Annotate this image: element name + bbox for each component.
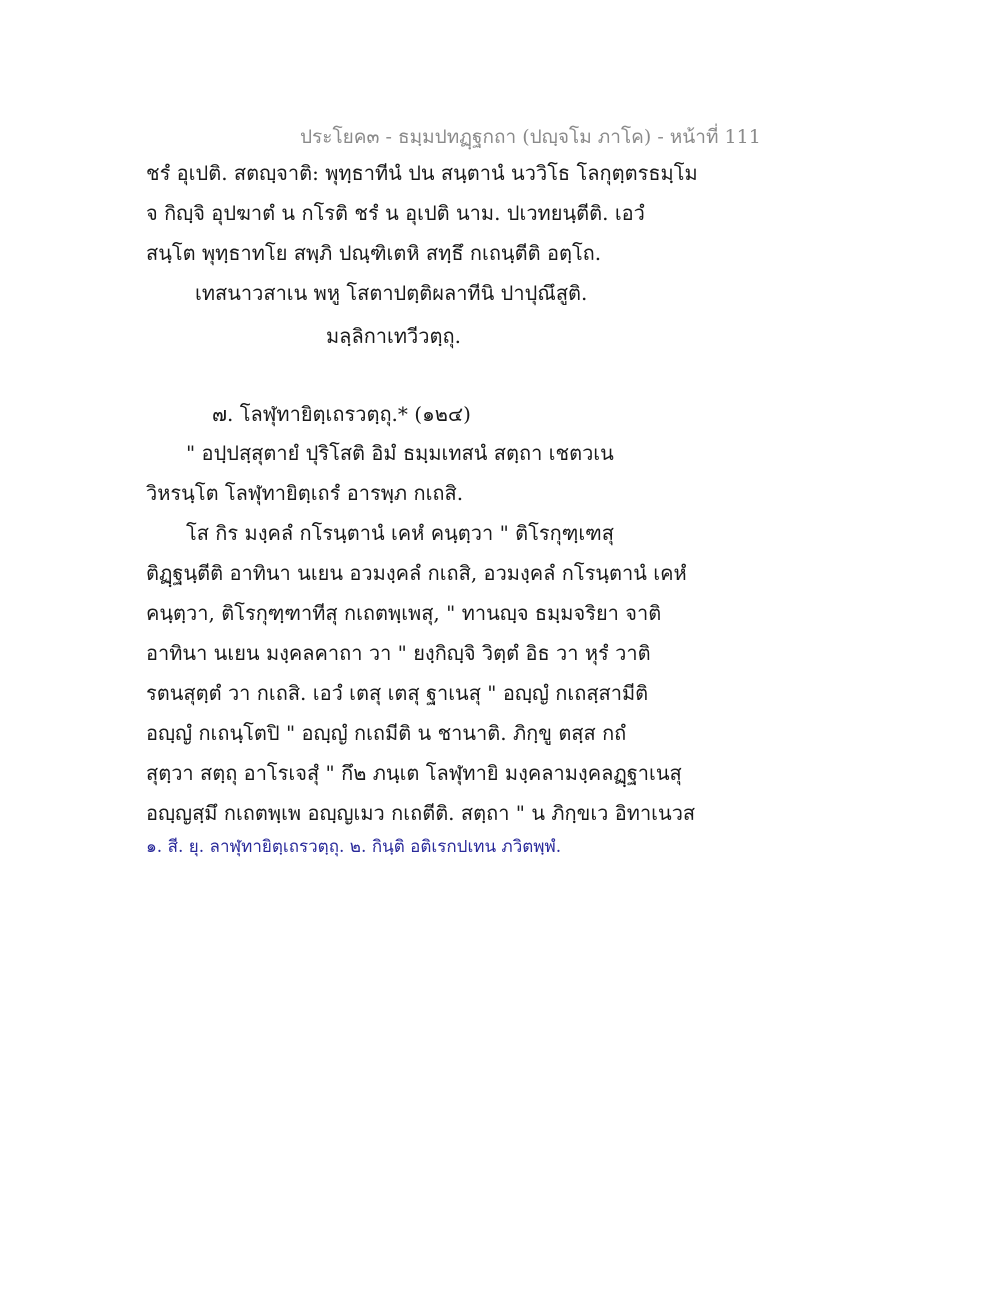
text-line: รตนสุตฺตํ วา กเถสิ. เอวํ เตสุ เตสุ ฐาเนสุ " อญฺญํ กเถสฺสามีติ	[146, 681, 649, 705]
text-line: จ กิญฺจิ อุปฆาตํ น กโรติ ชรํ น อุเปติ นาม. ปเวทยนฺตีติ. เอวํ	[146, 201, 645, 225]
text-line: สนฺโต พุทฺธาทโย สพฺภิ ปณฺฑิเตหิ สทฺธึ กเถนฺตีติ อตฺโถ.	[146, 241, 602, 265]
text-line: อญฺญํ กเถนฺโตปิ " อญฺญํ กเถมีติ น ชานาติ. ภิกฺขู ตสฺส กถํ	[146, 721, 627, 745]
text-line: สุตฺวา สตฺถุ อาโรเจสุํ " กึ๒ ภนฺเต โลฬุทายิ มงฺคลามงฺคลฏฺฐาเนสุ	[146, 761, 682, 785]
text-line-indented: โส กิร มงฺคลํ กโรนฺตานํ เคหํ คนฺตฺวา " ติโรกุฑฺเฑสุ	[186, 521, 614, 545]
text-line: วิหรนฺโต โลฬุทายิตฺเถรํ อารพฺภ กเถสิ.	[146, 481, 464, 505]
text-line: อาทินา นเยน มงฺคลคาถา วา " ยงฺกิญฺจิ วิตฺตํ อิธ วา หุรํ วาติ	[146, 641, 651, 665]
text-line: ชรํ อุเปติ. สตญฺจาติ: พุทฺธาทีนํ ปน สนฺตานํ นววิโธ โลกุตฺตรธมฺโม	[146, 161, 698, 185]
text-line: คนฺตฺวา, ติโรกุฑฺฑาทีสุ กเถตพฺเพสุ, " ทานญฺจ ธมฺมจริยา จาติ	[146, 601, 662, 625]
text-line-indented: " อปฺปสฺสุตายํ ปุริโสติ อิมํ ธมฺมเทสนํ สตฺถา เชตวเน	[186, 441, 614, 465]
text-line: อญฺญสฺมึ กเถตพฺเพ อญฺญเมว กเถตีติ. สตฺถา " น ภิกฺขเว อิทาเนวส	[146, 801, 696, 825]
text-line: ติฏฺฐนฺตีติ อาทินา นเยน อวมงฺคลํ กเถสิ, อวมงฺคลํ กโรนฺตานํ เคหํ	[146, 561, 687, 585]
section-heading: ๗. โลฬุทายิตฺเถรวตฺถุ.* (๑๒๔)	[212, 402, 471, 426]
text-line-indented: เทสนาวสาเน พหู โสตาปตฺติผลาทีนิ ปาปุณึสูติ.	[195, 281, 588, 305]
story-closing-title: มลฺลิกาเทวีวตฺถุ.	[326, 324, 461, 348]
page-header: ประโยค๓ - ธมฺมปทฏฺฐกถา (ปญฺจโม ภาโค) - หน้าที่ 111	[300, 126, 761, 148]
footnote: ๑. สี. ยุ. ลาฬุทายิตฺเถรวตฺถุ. ๒. กินฺติ อติเรกปเทน ภวิตพฺพํ.	[146, 837, 562, 857]
